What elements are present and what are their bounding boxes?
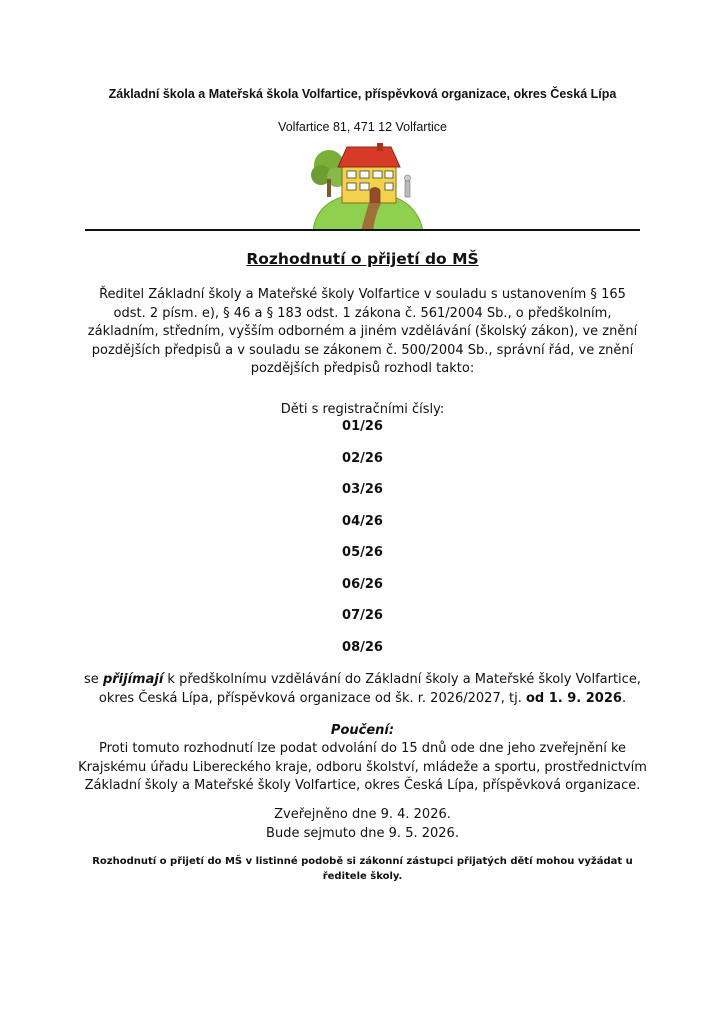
- removed-on: Bude sejmuto dne 9. 5. 2026.: [266, 825, 459, 841]
- registration-number: 07/26: [342, 608, 383, 623]
- school-name: Základní škola a Mateřská škola Volfartice, příspěvková organizace, okres Česká Lípa: [108, 87, 617, 101]
- school-address: Volfartice 81, 471 12 Volfartice: [278, 120, 447, 134]
- registration-number: 02/26: [342, 450, 383, 466]
- instruction-text: Proti tomuto rozhodnutí lze podat odvolání do 15 dnů ode dne jeho zveřejnění ke Krajskému úřadu Libereckého kraje, odboru školství, mládeže a sportu, prostřednictvím Základní školy a Mateřské školy Volfartice, okres Česká Lípa, příspěvková organizace.: [78, 741, 647, 793]
- decision-accepted-word: přijímají: [102, 672, 164, 687]
- publication-dates: [40, 806, 685, 843]
- footnote: Rozhodnutí o přijetí do MŠ v listinné podobě si zákonní zástupci přijatých dětí mohou vyžádat u ředitele školy.: [92, 856, 633, 882]
- registration-number: 03/26: [342, 482, 383, 497]
- registration-number: 05/26: [342, 545, 383, 560]
- registration-list: [40, 419, 685, 671]
- school-building-illustration-icon: [307, 143, 427, 231]
- header-divider: [85, 229, 640, 231]
- registration-number: 08/26: [342, 639, 383, 655]
- instruction-heading: Poučení:: [330, 723, 395, 738]
- page-title: [40, 250, 685, 268]
- decision-text: k předškolnímu vzdělávání do Základní školy a Mateřské školy Volfartice, okres Česká Lípa, příspěvková organizace od šk. r. 2026/2027, tj.: [98, 672, 641, 706]
- intro-paragraph: Ředitel Základní školy a Mateřské školy Volfartice v souladu s ustanovením § 165 odst. 2 písm. e), § 46 a § 183 odst. 1 zákona č. 561/2004 Sb., o předškolním, základním, středním, vyšším odborném a jiném vzdělávání (školský zákon), ve znění pozdějších předpisů a v souladu se zákonem č. 500/2004 Sb., správní řád, ve znění pozdějších předpisů rozhodl takto:: [87, 287, 638, 376]
- published-on: Zveřejněno dne 9. 4. 2026.: [274, 807, 451, 822]
- decision-prefix: se: [84, 672, 99, 687]
- decision-paragraph: [82, 671, 643, 708]
- registration-number: 04/26: [342, 513, 383, 529]
- decision-suffix: .: [621, 690, 627, 706]
- registration-number: 01/26: [342, 419, 383, 434]
- registration-number: 06/26: [342, 576, 383, 592]
- page-title-text: Rozhodnutí o přijetí do MŠ: [246, 250, 479, 268]
- decision-start-date: od 1. 9. 2026: [525, 690, 622, 706]
- registration-label: Děti s registračními čísly:: [280, 402, 445, 417]
